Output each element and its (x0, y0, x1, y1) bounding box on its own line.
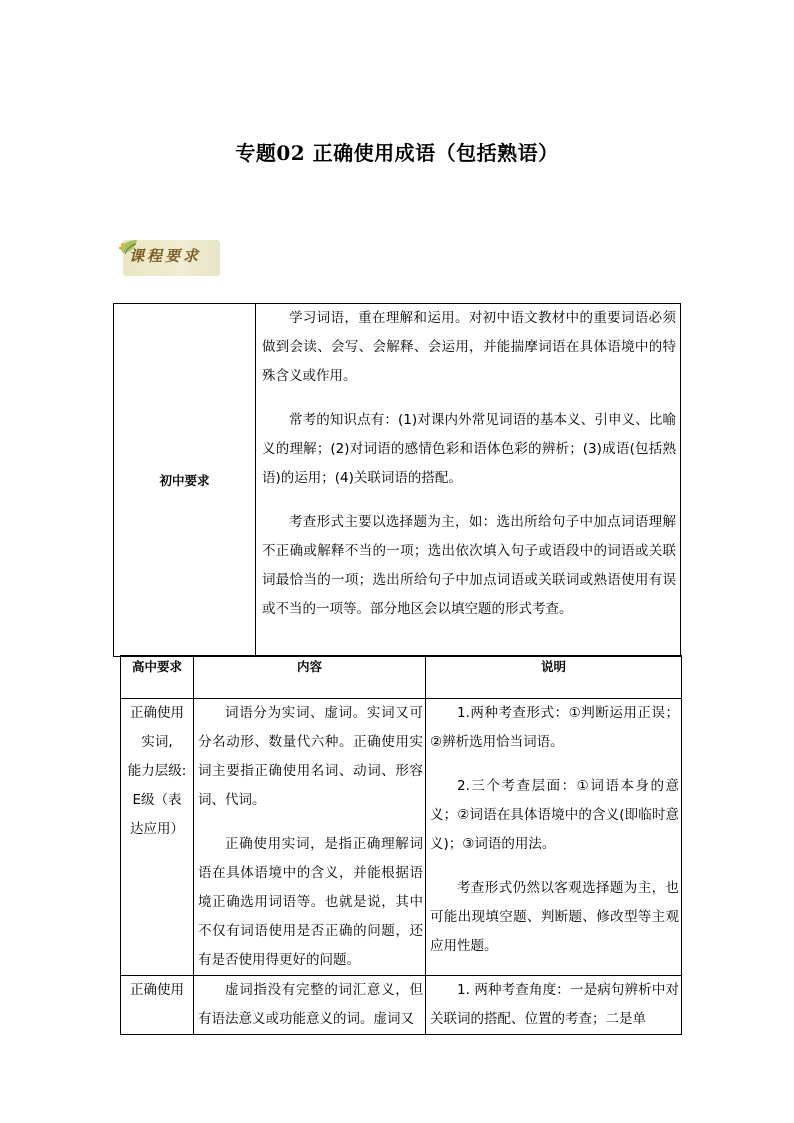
paragraph: 常考的知识点有：(1)对课内外常见词语的基本义、引申义、比喻义的理解；(2)对词语的感情色彩和语体色彩的辨析；(3)成语(包括熟语)的运用；(4)关联词语的搭配。 (262, 412, 676, 486)
table-row (121, 699, 682, 976)
topic-line: 正确使用 (130, 705, 184, 721)
junior-requirements-table (113, 303, 681, 657)
content-cell (194, 976, 426, 1035)
topic-line: E级（表 (132, 792, 182, 808)
table-row (114, 304, 681, 657)
topic-cell (121, 976, 194, 1035)
paragraph: 词语分为实词、虚词。实词又可分名动形、数量代六种。正确使用实词主要指正确使用名词、动词、形容词、代词。 (198, 705, 423, 808)
paragraph: 1. 两种考查角度：一是病句辨析中对关联词的搭配、位置的考查；二是单 (430, 982, 679, 1027)
topic-line: 达应用） (130, 821, 184, 837)
junior-body-cell (256, 304, 681, 657)
topic-line: 实词, (141, 734, 173, 750)
table-row (121, 976, 682, 1035)
paragraph: 2.三个考查层面：①词语本身的意义；②词语在具体语境中的含义(即临时意义)；③词语的用法。 (430, 778, 679, 852)
page-title: 专题02 正确使用成语（包括熟语） (235, 141, 559, 165)
column-header: 高中要求 (121, 656, 194, 699)
topic-line: 正确使用 (130, 982, 184, 998)
junior-label-cell: 初中要求 (114, 304, 256, 657)
notes-cell (426, 699, 682, 976)
column-header: 说明 (426, 656, 682, 699)
paragraph: 正确使用实词，是指正确理解词语在具体语境中的含义，并能根据语境正确选用词语等。也就是说，其中不仅有词语使用是否正确的问题，还有是否使用得更好的问题。 (198, 836, 423, 968)
topic-cell (121, 699, 194, 976)
paragraph: 考查形式仍然以客观选择题为主，也可能出现填空题、判断题、修改型等主观应用性题。 (430, 880, 679, 954)
course-requirements-badge (117, 236, 221, 277)
paragraph: 1.两种考查形式：①判断运用正误；②辨析选用恰当词语。 (430, 705, 679, 750)
badge-label: 课程要求 (129, 247, 202, 265)
column-header: 内容 (194, 656, 426, 699)
notes-cell (426, 976, 682, 1035)
content-cell (194, 699, 426, 976)
topic-line: 能力层级: (127, 763, 187, 779)
senior-requirements-table (120, 655, 682, 1035)
paragraph: 虚词指没有完整的词汇意义，但有语法意义或功能意义的词。虚词又 (198, 982, 423, 1027)
table-header-row (121, 656, 682, 699)
paragraph: 考查形式主要以选择题为主，如：选出所给句子中加点词语理解不正确或解释不当的一项；选出依次填入句子或语段中的词语或关联词最恰当的一项；选出所给句子中加点词语或关联词或熟语使用有误或不当的一项等。部分地区会以填空题的形式考查。 (262, 514, 676, 617)
paragraph: 学习词语，重在理解和运用。对初中语文教材中的重要词语必须做到会读、会写、会解释、会运用，并能揣摩词语在具体语境中的特殊含义或作用。 (262, 310, 676, 384)
